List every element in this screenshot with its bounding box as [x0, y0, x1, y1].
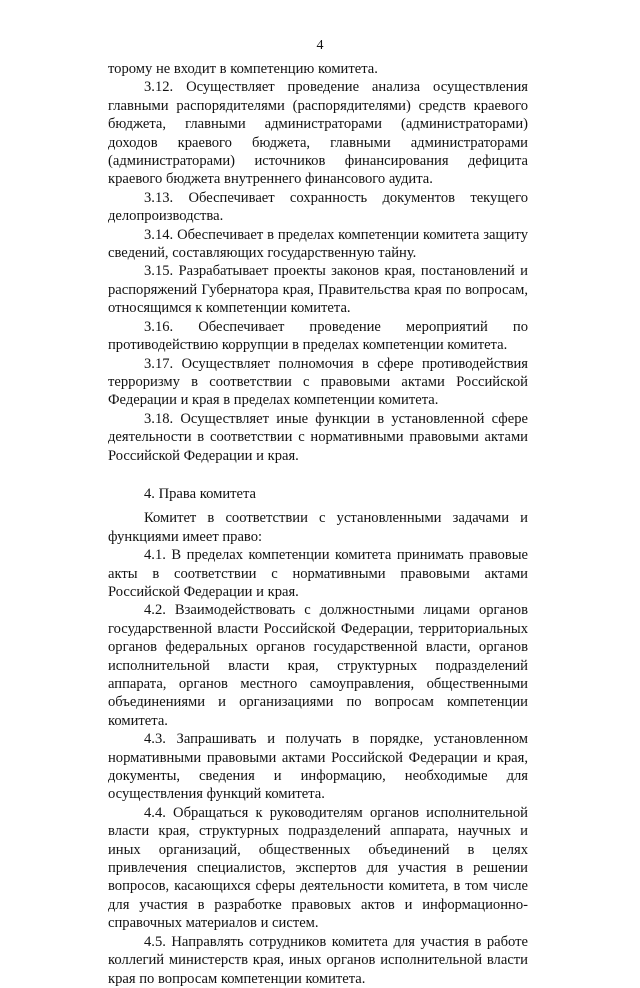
paragraph-4-5: 4.5. Направлять сотрудников комитета для участия в работе коллегий министерств края, иных органов исполнительной власти края по вопросам компетенции комитета.: [108, 933, 528, 987]
paragraph-fragment: торому не входит в компетенцию комитета.: [108, 61, 378, 77]
paragraph-4-2: 4.2. Взаимодействовать с должностными лицами органов государственной власти Российской Федерации, территориальных органов федеральных органов государственной власти, органов исполнительной власти края, структурных подразделений аппарата, органов местного самоуправления, общественными объединениями и организациями по вопросам компетенции комитета.: [108, 602, 528, 729]
paragraph-4-3: 4.3. Запрашивать и получать в порядке, установленном нормативными правовыми актами Российской Федерации и края, документы, сведения и информацию, необходимые для осуществления функций комитета.: [108, 731, 528, 803]
section-gap: [108, 465, 528, 485]
paragraph-3-17: 3.17. Осуществляет полномочия в сфере противодействия терроризму в соответствии с правовыми актами Российской Федерации и края в пределах компетенции комитета.: [108, 355, 528, 409]
paragraph-3-16: 3.16. Обеспечивает проведение мероприятий по противодействию коррупции в пределах компетенции комитета.: [108, 318, 528, 354]
paragraph-intro: Комитет в соответствии с установленными задачами и функциями имеет право:: [108, 510, 528, 545]
paragraph-3-13: 3.13. Обеспечивает сохранность документов текущего делопроизводства.: [108, 189, 528, 225]
document-body: [108, 60, 528, 988]
paragraph-3-18: 3.18. Осуществляет иные функции в установленной сфере деятельности в соответствии с нормативными правовыми актами Российской Федерации и края.: [108, 410, 528, 464]
paragraph-4-1: 4.1. В пределах компетенции комитета принимать правовые акты в соответствии с нормативными правовыми актами Российской Федерации и края.: [108, 547, 528, 600]
page-number: 4: [316, 38, 324, 53]
paragraph-3-14: 3.14. Обеспечивает в пределах компетенции комитета защиту сведений, составляющих государственную тайну.: [108, 226, 528, 262]
paragraph-4-4: 4.4. Обращаться к руководителям органов исполнительной власти края, структурных подразделений аппарата, научных и иных организаций, общественных объединений в целях привлечения специалистов, экспертов для участия в решении вопросов, касающихся сферы деятельности комитета, в том числе для участия в разработке правовых актов и информационно-справочных материалов и систем.: [108, 804, 528, 932]
paragraph-3-12: 3.12. Осуществляет проведение анализа осуществления главными распорядителями (распорядителями) средств краевого бюджета, главными администраторами (администраторами) доходов краевого бюджета, главными администраторами (администраторами) источников финансирования дефицита краевого бюджета внутреннего финансового аудита.: [108, 79, 528, 188]
section-heading: 4. Права комитета: [144, 485, 257, 502]
paragraph-3-15: 3.15. Разрабатывает проекты законов края, постановлений и распоряжений Губернатора края, Правительства края по вопросам, относящимся к компетенции комитета.: [108, 263, 528, 317]
